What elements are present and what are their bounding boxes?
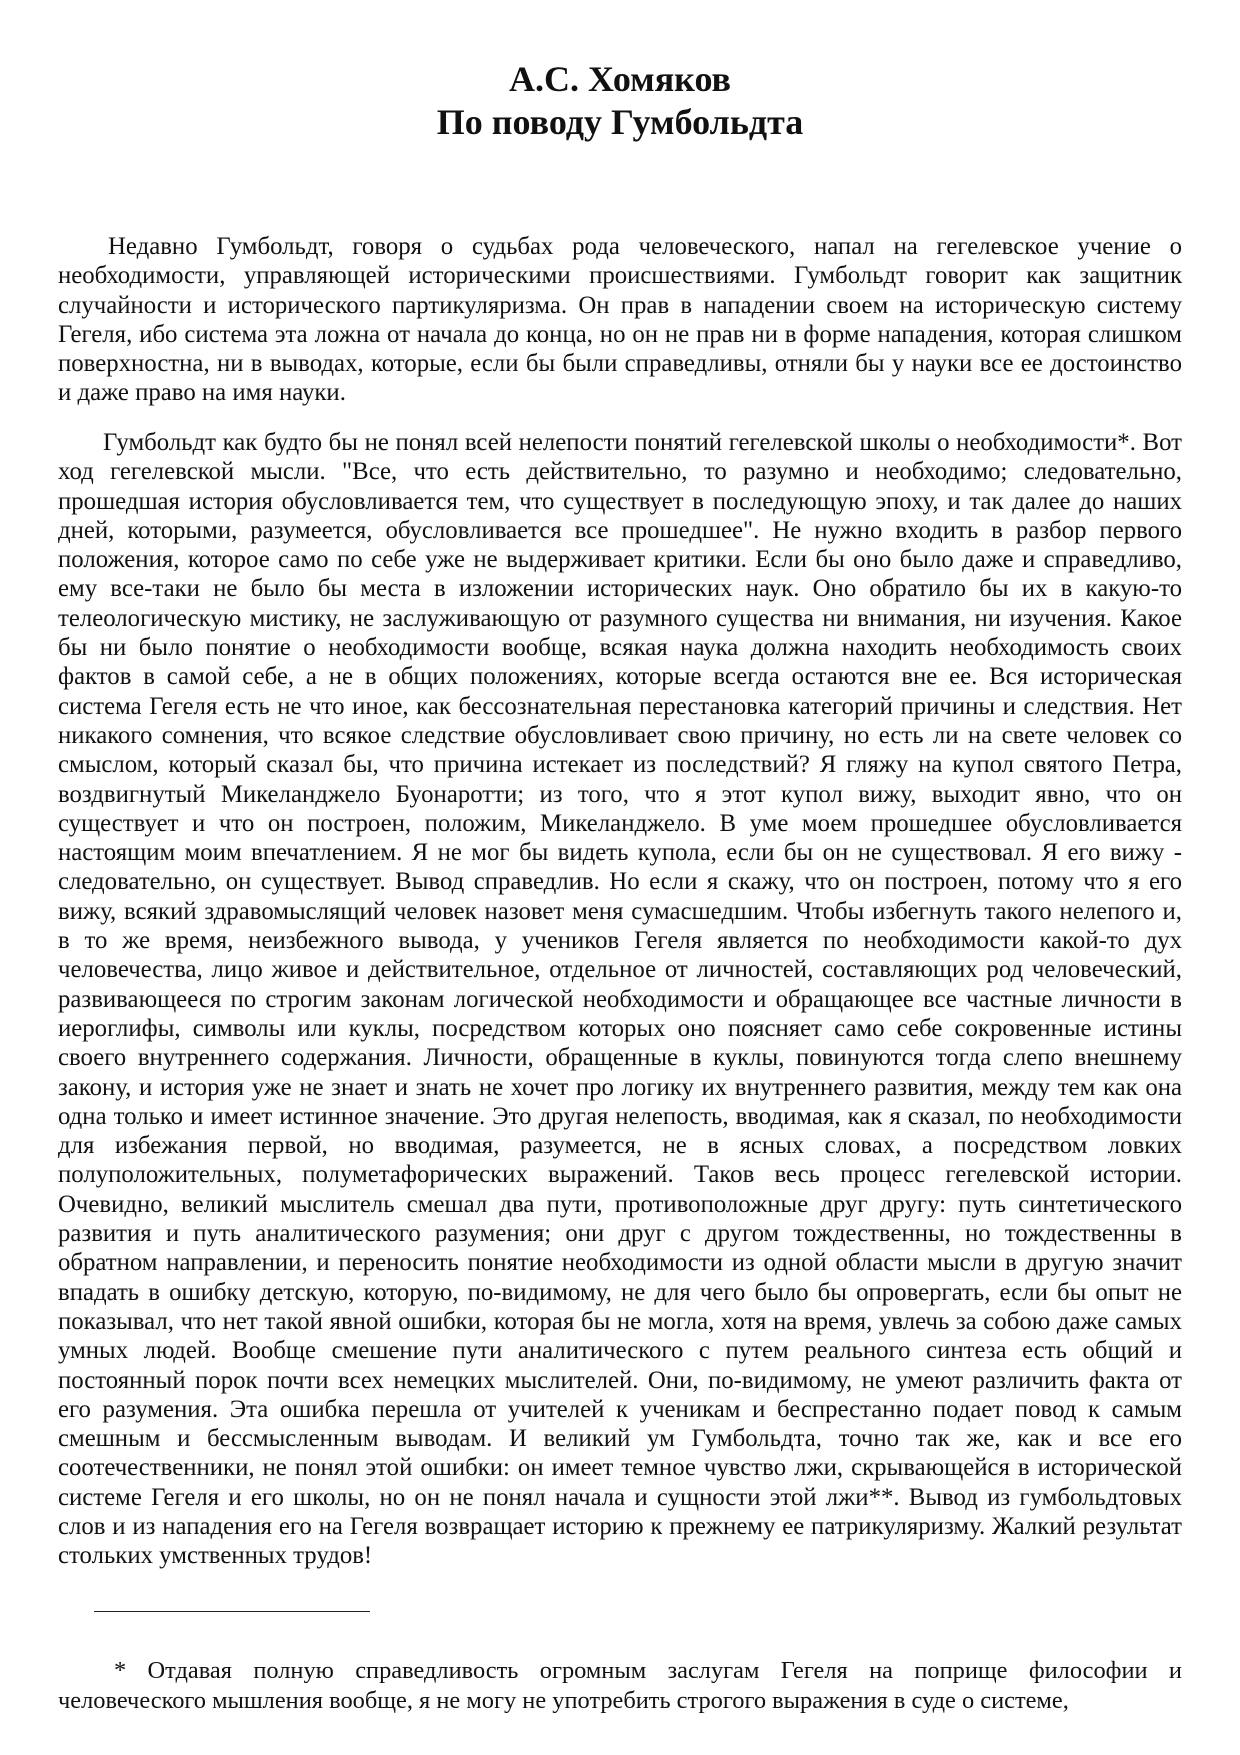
footnote-text: * Отдавая полную справедливость огромным заслугам Гегеля на поприще философии и человеческого мышления вообще, я не могу не употребить строгого выражения в суде о системе, [58, 1657, 1182, 1714]
document-title: По поводу Гумбольдта [436, 102, 804, 142]
paragraph-2: Гумбольдт как будто бы не понял всей нелепости понятий гегелевской школы о необходимости*. Вот ход гегелевской мысли. "Все, что есть действительно, то разумно и необходимо; следовательно, прошедшая история обусловливается тем, что существует в последующую эпоху, и так далее до наших дней, которыми, разумеется, обусловливается все прошедшее". Не нужно входить в разбор первого положения, которое само по себе уже не выдерживает критики. Если бы оно было даже и справедливо, ему все-таки не было бы места в изложении исторических наук. Оно обратило бы их в какую-то телеологическую мистику, не заслуживающую от разумного существа ни внимания, ни изучения. Какое бы ни было понятие о необходимости вообще, всякая наука должна находить необходимость своих фактов в самой себе, а не в общих положениях, которые всегда остаются вне ее. Вся историческая система Гегеля есть не что иное, как бессознательная перестановка категорий причины и следствия. Нет никакого сомнения, что всякое следствие обусловливает свою причину, но есть ли на свете человек со смыслом, который сказал бы, что причина истекает из последствий? Я гляжу на купол святого Петра, воздвигнутый Микеланджело Буонаротти; из того, что я этот купол вижу, выходит явно, что он существует и что он построен, положим, Микеланджело. В уме моем прошедшее обусловливается настоящим моим впечатлением. Я не мог бы видеть купола, если бы он не существовал. Я его вижу - следовательно, он существует. Вывод справедлив. Но если я скажу, что он построен, потому что я его вижу, всякий здравомыслящий человек назовет меня сумасшедшим. Чтобы избегнуть такого нелепого и, в то же время, неизбежного вывода, у учеников Гегеля является по необходимости какой-то дух человечества, лицо живое и действительное, отдельное от личностей, составляющих род человеческий, развивающееся по строгим законам логической необходимости и обращающее все частные личности в иероглифы, символы или куклы, посредством которых оно поясняет само себе сокровенные истины своего внутреннего содержания. Личности, обращенные в куклы, повинуются тогда слепо внешнему закону, и история уже не знает и знать не хочет про логику их внутреннего развития, между тем как она одна только и имеет истинное значение. Это другая нелепость, вводимая, как я сказал, по необходимости для избежания первой, но вводимая, разумеется, не в ясных словах, а посредством ловких полуположительных, полуметафорических выражений. Таков весь процесс гегелевской истории. Очевидно, великий мыслитель смешал два пути, противоположные друг другу: путь синтетического развития и путь аналитического разумения; они друг с другом тождественны, но тождественны в обратном направлении, и переносить понятие необходимости из одной области мысли в другую значит впадать в ошибку детскую, которую, по-видимому, не для чего было бы опровергать, если бы опыт не показывал, что нет такой явной ошибки, которая бы не могла, хотя на время, увлечь за собою даже самых умных людей. Вообще смешение пути аналитического с путем реального синтеза есть общий и постоянный порок почти всех немецких мыслителей. Они, по-видимому, не умеют различить факта от его разумения. Эта ошибка перешла от учителей к ученикам и беспрестанно подает повод к самым смешным и бессмысленным выводам. И великий ум Гумбольдта, точно так же, как и все его соотечественники, не понял этой ошибки: он имеет темное чувство лжи, скрывающейся в исторической системе Гегеля и его школы, но он не понял начала и сущности этой лжи**. Вывод из гумбольдтовых слов и из нападения его на Гегеля возвращает историю к прежнему ее патрикуляризму. Жалкий результат стольких умственных трудов! [58, 429, 1182, 1570]
footnote-separator [94, 1611, 370, 1612]
author-heading: А.С. Хомяков [508, 59, 731, 99]
paragraph-1: Недавно Гумбольдт, говоря о судьбах рода человеческого, напал на гегелевское учение о необходимости, управляющей историческими происшествиями. Гумбольдт говорит как защитник случайности и исторического партикуляризма. Он прав в нападении своем на историческую систему Гегеля, ибо система эта ложна от начала до конца, но он не прав ни в форме нападения, которая слишком поверхностна, ни в выводах, которые, если бы были справедливы, отняли бы у науки все ее достоинство и даже право на имя науки. [58, 233, 1182, 407]
